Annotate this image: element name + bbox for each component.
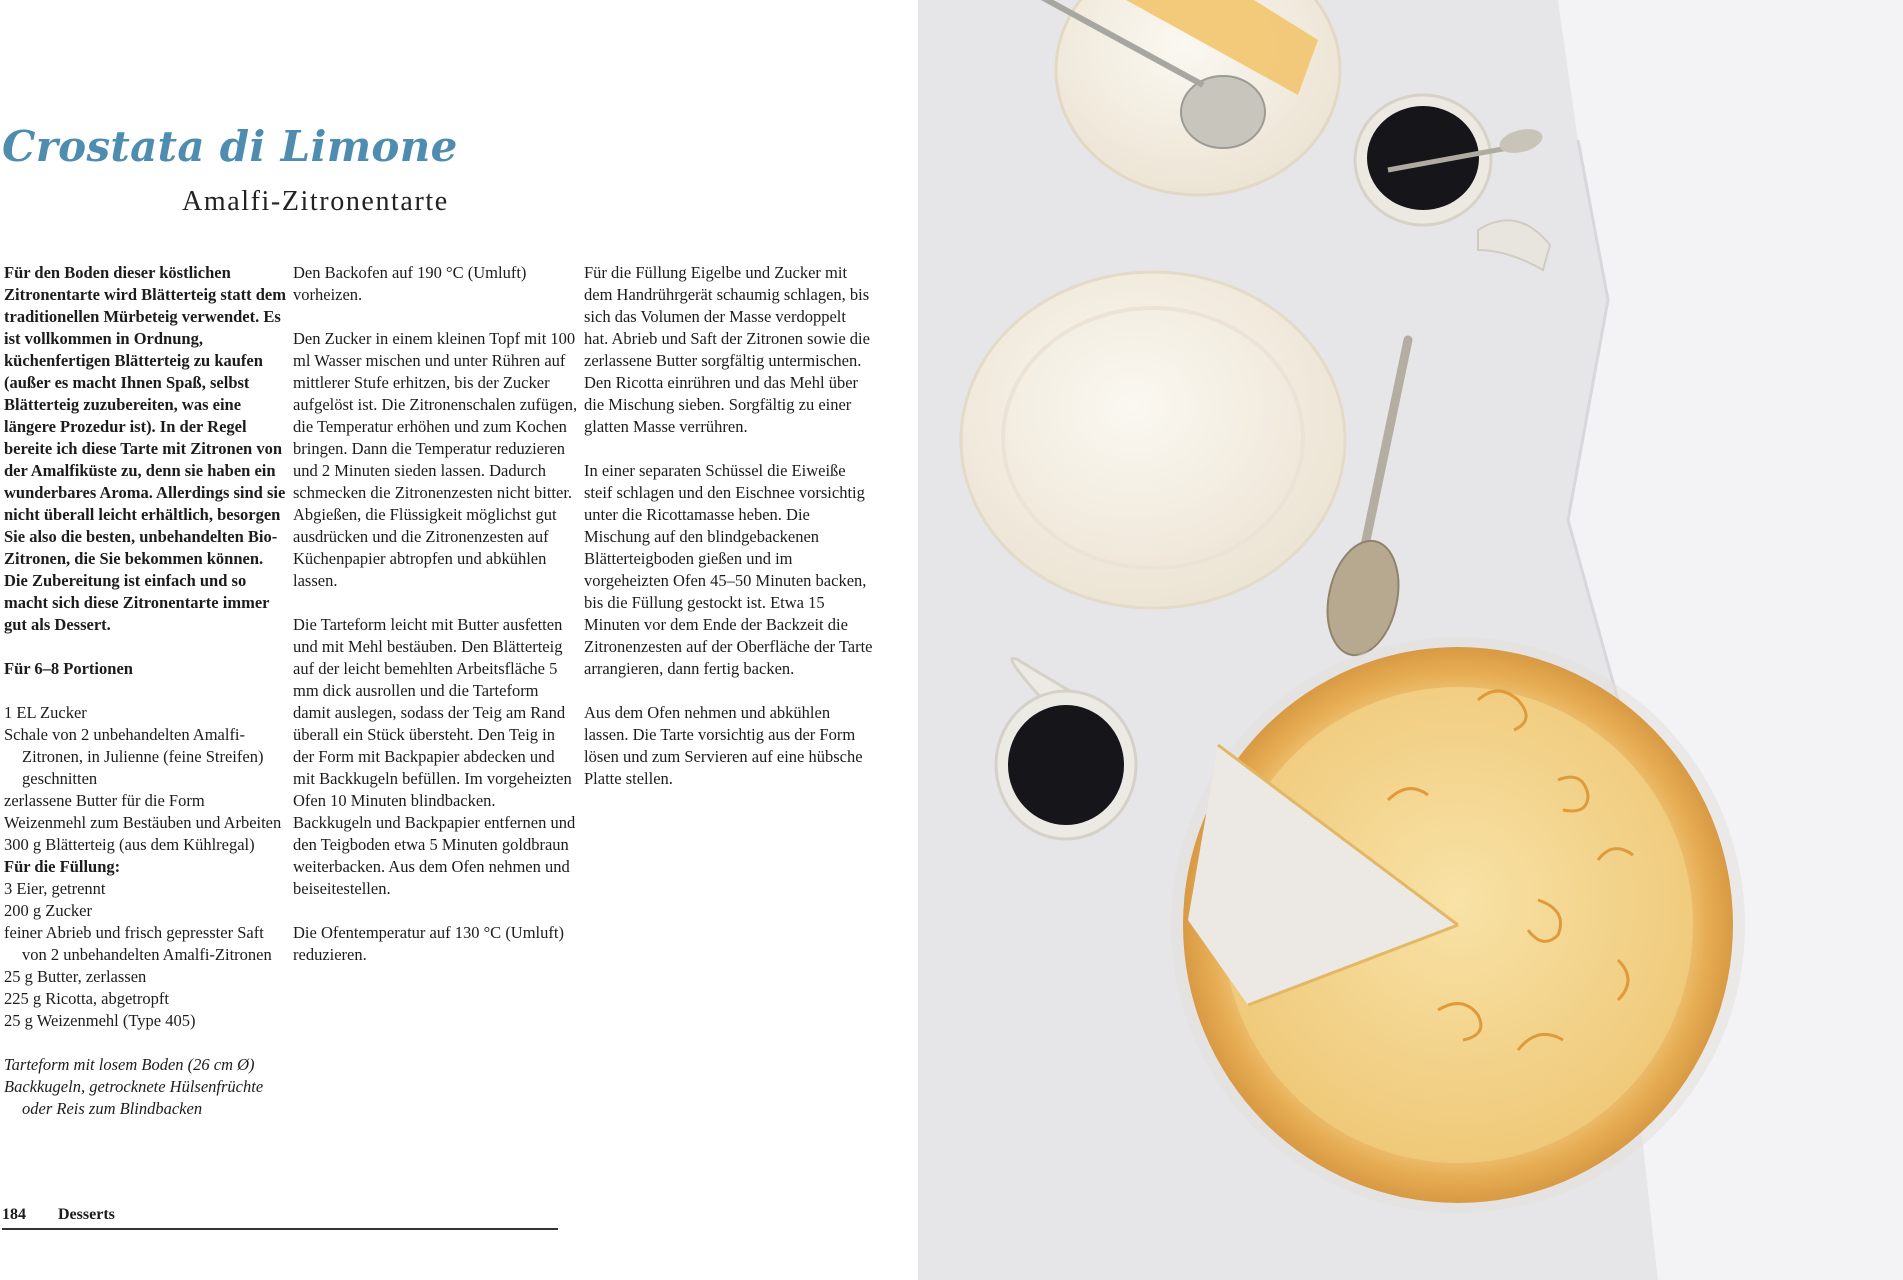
intro-paragraph: Für den Boden dieser köstlichen Zitronentarte wird Blätterteig statt dem traditionellen Mürbeteig verwendet. Es ist vollkommen in Ordnung, küchenfertigen Blätterteig zu kaufen (außer es macht Ihnen Spaß, selbst Blätterteig zuzubereiten, was eine längere Prozedur ist). In der Regel bereite ich diese Tarte mit Zitronen von der Amalfiküste zu, denn sie haben ein wunderbares Aroma. Allerdings sind sie nicht überall leicht erhältlich, besorgen Sie also die besten, unbehandelten Bio-Zitronen, die Sie bekommen können. Die Zubereitung ist einfach und so macht sich diese Zitronentarte immer gut als Dessert. [4, 263, 286, 634]
filling-subheading: Für die Füllung: [4, 857, 121, 876]
empty-plate [961, 272, 1345, 608]
ingredient-item: 25 g Butter, zerlassen [4, 967, 147, 986]
step-paragraph: Den Zucker in einem kleinen Topf mit 100 ml Wasser mischen und unter Rühren auf mittlerer Stufe erhitzen, bis der Zucker aufgelöst ist. Die Zitronenschalen zufügen, die Temperatur erhöhen und zum Kochen bringen. Dann die Temperatur reduzieren und 2 Minuten sieden lassen. Dadurch schmecken die Zitronenzesten nicht bitter. Abgießen, die Flüssigkeit möglichst gut ausdrücken und die Zitronenzesten auf Küchenpapier abtropfen und abkühlen lassen. [293, 329, 578, 590]
equipment-item: Tarteform mit losem Boden (26 cm Ø) [4, 1055, 255, 1074]
ingredient-item: 1 EL Zucker [4, 703, 87, 722]
page-footer [2, 1206, 558, 1224]
section-name: Desserts [58, 1206, 115, 1223]
step-paragraph: Die Tarteform leicht mit Butter ausfetten und mit Mehl bestäuben. Den Blätterteig auf der leicht bemehlten Arbeitsfläche 5 mm dick ausrollen und die Tarteform damit auslegen, sodass der Teig am Rand überall ein Stück übersteht. Den Teig in der Form mit Backpapier abdecken und mit Backkugeln befüllen. Im vorgeheizten Ofen 10 Minuten blindbacken. Backkugeln und Backpapier entfernen und den Teigboden etwa 5 Minuten goldbraun weiterbacken. Aus dem Ofen nehmen und beiseitestellen. [293, 615, 576, 898]
ingredient-item: Weizenmehl zum Bestäuben und Arbeiten [4, 813, 282, 832]
page-number: 184 [2, 1206, 26, 1223]
column-steps-1 [293, 262, 578, 988]
food-photo [918, 0, 1903, 1280]
ingredient-item: 25 g Weizenmehl (Type 405) [4, 1011, 196, 1030]
tart-photo-illustration [918, 0, 1903, 1280]
recipe-title: Crostata di Limone [2, 122, 458, 171]
left-page [0, 0, 918, 1280]
lemon-tart [1171, 637, 1745, 1213]
ingredients-heading: Für 6–8 Portionen [4, 659, 133, 678]
column-intro-ingredients [4, 262, 286, 1120]
ingredient-item: 225 g Ricotta, abgetropft [4, 989, 169, 1008]
equipment-list [4, 1054, 286, 1120]
ingredient-list [4, 702, 286, 1032]
ingredient-item: feiner Abrieb und frisch gepresster Saft von 2 unbehandelten Amalfi-Zitronen [4, 923, 272, 964]
step-paragraph: Aus dem Ofen nehmen und abkühlen lassen. Die Tarte vorsichtig aus der Form lösen und zum Servieren auf eine hübsche Platte stellen. [584, 703, 863, 788]
column-steps-2 [584, 262, 874, 812]
step-paragraph: Die Ofentemperatur auf 130 °C (Umluft) reduzieren. [293, 923, 564, 964]
ingredient-item: zerlassene Butter für die Form [4, 791, 205, 810]
footer-rule [2, 1228, 558, 1230]
step-paragraph: Den Backofen auf 190 °C (Umluft) vorheizen. [293, 263, 527, 304]
equipment-item: Backkugeln, getrocknete Hülsenfrüchte oder Reis zum Blindbacken [4, 1077, 264, 1118]
ingredient-item: 200 g Zucker [4, 901, 92, 920]
step-paragraph: In einer separaten Schüssel die Eiweiße steif schlagen und den Eischnee vorsichtig unter die Ricottamasse heben. Die Mischung auf den blindgebackenen Blätterteigboden gießen und im vorgeheizten Ofen 45–50 Minuten backen, bis die Füllung gestockt ist. Etwa 15 Minuten vor dem Ende der Backzeit die Zitronenzesten auf der Oberfläche der Tarte arrangieren, dann fertig backen. [584, 461, 873, 678]
ingredient-item: 300 g Blätterteig (aus dem Kühlregal) [4, 835, 255, 854]
recipe-subtitle: Amalfi-Zitronentarte [182, 186, 449, 217]
ingredient-item: 3 Eier, getrennt [4, 879, 106, 898]
step-paragraph: Für die Füllung Eigelbe und Zucker mit dem Handrührgerät schaumig schlagen, bis sich das Volumen der Masse verdoppelt hat. Abrieb und Saft der Zitronen sowie die zerlassene Butter sorgfältig untermischen. Den Ricotta einrühren und das Mehl über die Mischung sieben. Sorgfältig zu einer glatten Masse verrühren. [584, 263, 870, 436]
ingredient-item: Schale von 2 unbehandelten Amalfi-Zitronen, in Julienne (feine Streifen) geschnitten [4, 725, 264, 788]
